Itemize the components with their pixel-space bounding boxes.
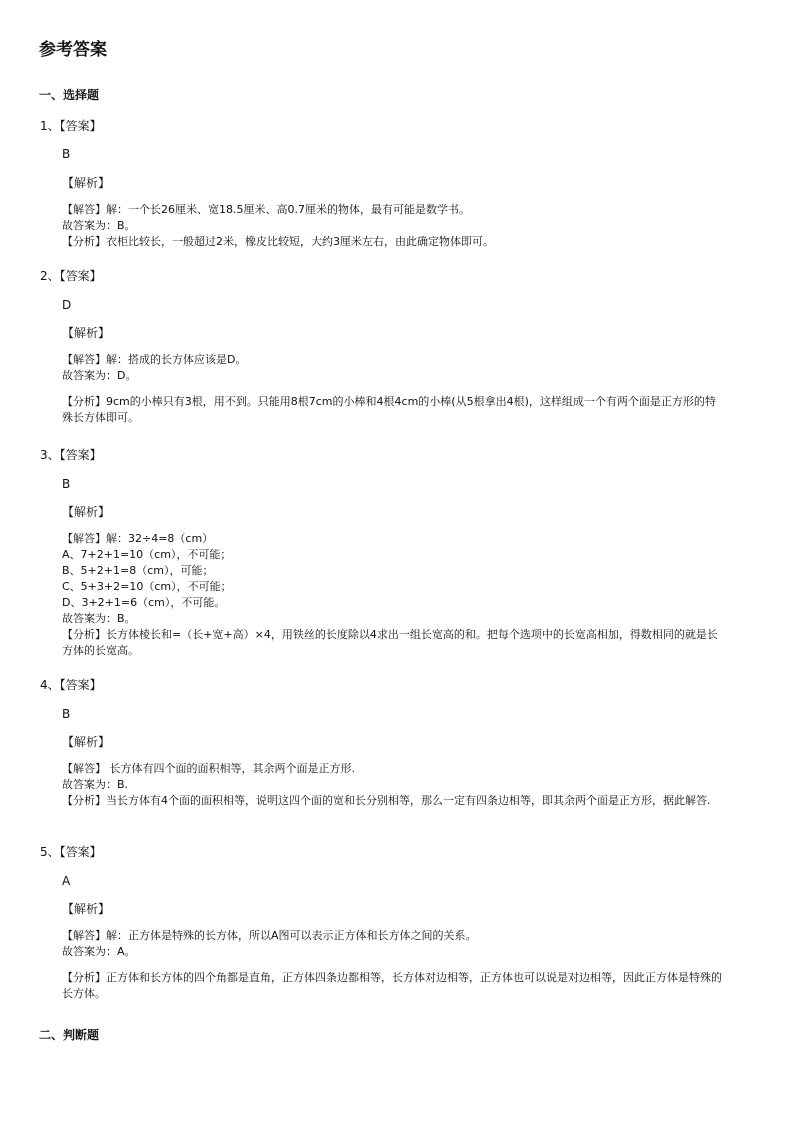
analysis-line: 【解答】解：搭成的长方体应该是D。 xyxy=(62,353,247,366)
analysis-tag: 【解析】 xyxy=(62,505,111,519)
analysis-line: 【解答】解：32÷4=8（cm） xyxy=(62,532,214,545)
analysis-block xyxy=(62,761,722,809)
analysis-tag: 【解析】 xyxy=(62,176,111,190)
analysis-block xyxy=(62,202,722,250)
analysis-line: C、5+3+2=10（cm），不可能； xyxy=(62,580,232,593)
analysis-block xyxy=(62,531,722,659)
question-number: 5、 xyxy=(40,845,60,859)
analysis-line: 【分析】衣柜比较长，一般超过2米，橡皮比较短，大约3厘米左右，由此确定物体即可。 xyxy=(62,235,494,248)
analysis-line: B、5+2+1=8（cm），可能； xyxy=(62,564,214,577)
analysis-line: 【解答】解：正方体是特殊的长方体，所以A图可以表示正方体和长方体之间的关系。 xyxy=(62,929,477,942)
question-number: 1、 xyxy=(40,119,60,133)
answer-tag: 【答案】 xyxy=(59,845,102,859)
analysis-tag: 【解析】 xyxy=(62,735,111,749)
analysis-tag: 【解析】 xyxy=(62,902,111,916)
answer-value: B xyxy=(62,707,71,721)
question-2 xyxy=(40,269,102,283)
section-heading-choice: 一、选择题 xyxy=(39,88,100,102)
analysis-block xyxy=(62,928,722,1002)
answer-tag: 【答案】 xyxy=(59,269,102,283)
page-title: 参考答案 xyxy=(39,40,107,60)
analysis-line: 【解答】解：一个长26厘米、宽18.5厘米、高0.7厘米的物体，最有可能是数学书。 xyxy=(62,203,470,216)
answer-value: A xyxy=(62,874,71,888)
analysis-line: 【分析】正方体和长方体的四个角都是直角，正方体四条边都相等，长方体对边相等，正方体也可以说是对边相等，因此正方体是特殊的长方体。 xyxy=(62,971,722,1000)
analysis-line: 【分析】长方体棱长和=（长+宽+高）×4，用铁丝的长度除以4求出一组长宽高的和。把每个选项中的长宽高相加，得数相同的就是长方体的长宽高。 xyxy=(62,628,718,657)
analysis-line: 【分析】9cm的小棒只有3根，用不到。只能用8根7cm的小棒和4根4cm的小棒(从5根拿出4根)，这样组成一个有两个面是正方形的特殊长方体即可。 xyxy=(62,395,716,424)
question-number: 2、 xyxy=(40,269,60,283)
analysis-line: 故答案为：B。 xyxy=(62,612,136,625)
analysis-line: D、3+2+1=6（cm），不可能。 xyxy=(62,596,226,609)
question-number: 3、 xyxy=(40,448,60,462)
analysis-line: A、7+2+1=10（cm），不可能； xyxy=(62,548,232,561)
question-4 xyxy=(40,678,102,692)
answer-tag: 【答案】 xyxy=(59,448,102,462)
analysis-line: 【分析】当长方体有4个面的面积相等，说明这四个面的宽和长分别相等，那么一定有四条边相等，即其余两个面是正方形，据此解答. xyxy=(62,794,711,807)
analysis-line: 【解答】 长方体有四个面的面积相等，其余两个面是正方形. xyxy=(62,762,355,775)
section-heading-judge: 二、判断题 xyxy=(39,1028,100,1042)
analysis-line: 故答案为：D。 xyxy=(62,369,137,382)
answer-tag: 【答案】 xyxy=(59,678,102,692)
answer-value: D xyxy=(62,298,72,312)
question-1 xyxy=(40,119,102,133)
question-3 xyxy=(40,448,102,462)
question-5 xyxy=(40,845,102,859)
answer-value: B xyxy=(62,477,71,491)
analysis-line: 故答案为：A。 xyxy=(62,945,136,958)
analysis-line: 故答案为：B. xyxy=(62,778,129,791)
analysis-tag: 【解析】 xyxy=(62,326,111,340)
analysis-line: 故答案为：B。 xyxy=(62,219,136,232)
answer-tag: 【答案】 xyxy=(59,119,102,133)
analysis-block xyxy=(62,352,722,426)
question-number: 4、 xyxy=(40,678,60,692)
answer-value: B xyxy=(62,147,71,161)
